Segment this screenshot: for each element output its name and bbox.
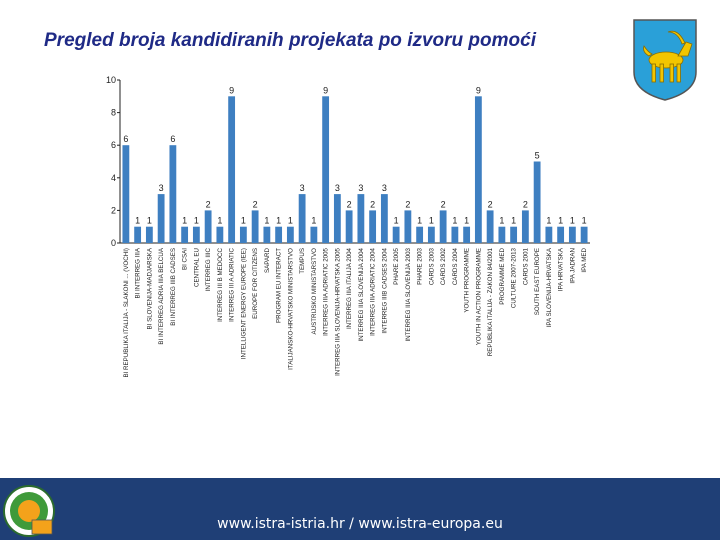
x-tick-label: IPA SLOVENIJA-HRVATSKA [545, 248, 553, 328]
x-tick-label: EUROPE FOR CITIZENS [252, 248, 260, 319]
x-tick-label: CENTRAL EU [193, 248, 201, 287]
bar [357, 194, 364, 243]
data-label: 1 [135, 215, 141, 226]
x-tick-label: CULTURE 2007-2013 [510, 248, 518, 309]
bar [534, 162, 541, 244]
x-tick-label: PHARE 2005 [393, 248, 401, 285]
bar [240, 227, 247, 243]
x-tick-label: SOUTH EAST EUROPE [534, 248, 542, 316]
bar [487, 210, 494, 243]
bar [193, 227, 200, 243]
bar [334, 194, 341, 243]
x-tick-label: IPA JADRAN [569, 248, 577, 284]
data-label: 1 [558, 215, 564, 226]
x-tick-label: BI INTERREG IIIB CADSES [169, 248, 177, 326]
data-label: 1 [146, 215, 152, 226]
data-label: 3 [381, 183, 387, 194]
x-tick-label: INTERREG IIIA SLOVENIJA 2003 [404, 248, 412, 342]
data-label: 1 [452, 215, 458, 226]
x-tick-label: CARDS 2003 [428, 248, 436, 286]
bar [205, 210, 212, 243]
x-tick-label: INTERREG IIIA SLOVENIJA-HRVATSKA 2005 [334, 248, 342, 376]
data-label: 2 [440, 199, 446, 210]
data-label: 1 [193, 215, 199, 226]
bar [287, 227, 294, 243]
data-label: 9 [229, 85, 235, 96]
y-tick-label: 10 [105, 75, 116, 85]
x-tick-label: INTELLIGENT ENERGY EUROPE (IEE) [240, 248, 248, 360]
data-label: 1 [287, 215, 293, 226]
bar [275, 227, 282, 243]
bar [581, 227, 588, 243]
data-label: 2 [205, 199, 211, 210]
y-tick-label: 4 [110, 172, 116, 183]
bar [263, 227, 270, 243]
data-label: 9 [323, 85, 329, 96]
bar [299, 194, 306, 243]
bar [557, 227, 564, 243]
data-label: 1 [428, 215, 434, 226]
data-label: 1 [499, 215, 505, 226]
x-tick-label: SAPARD [263, 248, 271, 273]
data-label: 1 [217, 215, 223, 226]
bar [122, 145, 129, 243]
bar [416, 227, 423, 243]
x-tick-label: INTERREG IIIC [205, 248, 213, 292]
x-tick-label: INTERREG III B MEDOCC [216, 248, 224, 322]
x-tick-label: PROGRAM EU INTERACT [275, 248, 283, 323]
data-label: 1 [240, 215, 246, 226]
x-tick-label: INTERREG IIIA SLOVENIJA 2004 [357, 248, 365, 342]
bar [404, 210, 411, 243]
bar [475, 96, 482, 243]
data-label: 5 [534, 150, 540, 161]
bar [369, 210, 376, 243]
bar [569, 227, 576, 243]
x-tick-label: YOUTH IN ACTION PROGRAMME [475, 248, 483, 346]
x-tick-label: REPUBLIKA ITALIJA - ZAKON 84/2001 [487, 248, 495, 357]
data-label: 3 [158, 183, 164, 194]
data-label: 1 [511, 215, 517, 226]
data-label: 9 [475, 85, 481, 96]
data-label: 3 [334, 183, 340, 194]
page-title: Pregled broja kandidiranih projekata po izvoru pomoći [44, 30, 536, 51]
data-label: 1 [581, 215, 587, 226]
data-label: 1 [182, 215, 188, 226]
bar [451, 227, 458, 243]
data-label: 2 [346, 199, 352, 210]
bar [510, 227, 517, 243]
data-label: 1 [276, 215, 282, 226]
bar [346, 210, 353, 243]
footer-links: www.istra-istria.hr / www.istra-europa.eu [217, 516, 503, 532]
x-tick-label: INTERREG IIIA ITALIJA 2004 [346, 248, 354, 330]
x-tick-label: IPA MED [581, 248, 589, 273]
x-tick-label: CARDS 2002 [440, 248, 448, 286]
y-tick-label: 8 [110, 107, 116, 118]
x-tick-label: INTERREG IIIB CADSES 2004 [381, 248, 389, 334]
bar [498, 227, 505, 243]
x-tick-label: IPA HRVATSKA [557, 248, 565, 292]
x-tick-label: BI CSAI [181, 248, 189, 271]
bar [463, 227, 470, 243]
y-tick-label: 2 [110, 205, 116, 216]
x-tick-label: YOUTH PROGRAMME [463, 248, 471, 313]
x-tick-label: CARDS 2004 [451, 248, 459, 286]
bar [322, 96, 329, 243]
data-label: 6 [170, 134, 176, 145]
x-tick-label: AUSTRIJSKO MINISTARSTVO [310, 248, 318, 335]
bar [228, 96, 235, 243]
data-label: 1 [393, 215, 399, 226]
bar [545, 227, 552, 243]
bar [310, 227, 317, 243]
data-label: 2 [370, 199, 376, 210]
data-label: 2 [405, 199, 411, 210]
bar [181, 227, 188, 243]
x-tick-label: BI INTERREG ADRIA IIIA BELCUA [158, 248, 166, 345]
quality-certificate-badge-icon [2, 484, 56, 538]
x-tick-label: PROGRAMME MED [498, 248, 506, 305]
bar [134, 227, 141, 243]
bar [428, 227, 435, 243]
x-tick-label: CARDS 2001 [522, 248, 530, 286]
y-tick-label: 0 [110, 238, 116, 248]
bar [393, 227, 400, 243]
x-tick-label: ITALIJANSKO-HRVATSKO MINISTARSTVO [287, 248, 295, 370]
data-label: 1 [546, 215, 552, 226]
bar [381, 194, 388, 243]
data-label: 2 [252, 199, 258, 210]
bar [158, 194, 165, 243]
data-label: 1 [264, 215, 270, 226]
x-tick-label: BI REPUBLIKA ITALIJA - SLAKONI ... (VOCHI) [122, 248, 130, 378]
y-tick-label: 6 [110, 140, 116, 151]
data-label: 3 [299, 183, 305, 194]
data-label: 1 [417, 215, 423, 226]
data-label: 1 [569, 215, 575, 226]
x-tick-label: BI SLOVENIJA-MADJARSKA [146, 248, 154, 330]
data-label: 1 [464, 215, 470, 226]
x-tick-label: INTERREG III A ADRIATIC [228, 248, 236, 322]
bar [169, 145, 176, 243]
data-label: 3 [358, 183, 364, 194]
x-tick-label: BI INTERREG IIIA [134, 248, 142, 299]
data-label: 2 [487, 199, 493, 210]
x-tick-label: TEMPUS [299, 248, 307, 274]
x-tick-label: INTERREG IIIA ADRIATIC 2004 [369, 248, 377, 336]
data-label: 6 [123, 134, 129, 145]
footer-bar [0, 478, 720, 540]
bar [216, 227, 223, 243]
bar [252, 210, 259, 243]
x-tick-label: PHARE 2003 [416, 248, 424, 285]
x-tick-label: INTERREG IIIA ADRIATIC 2005 [322, 248, 330, 336]
bar [522, 210, 529, 243]
bar [146, 227, 153, 243]
data-label: 2 [522, 199, 528, 210]
bar [440, 210, 447, 243]
data-label: 1 [311, 215, 317, 226]
